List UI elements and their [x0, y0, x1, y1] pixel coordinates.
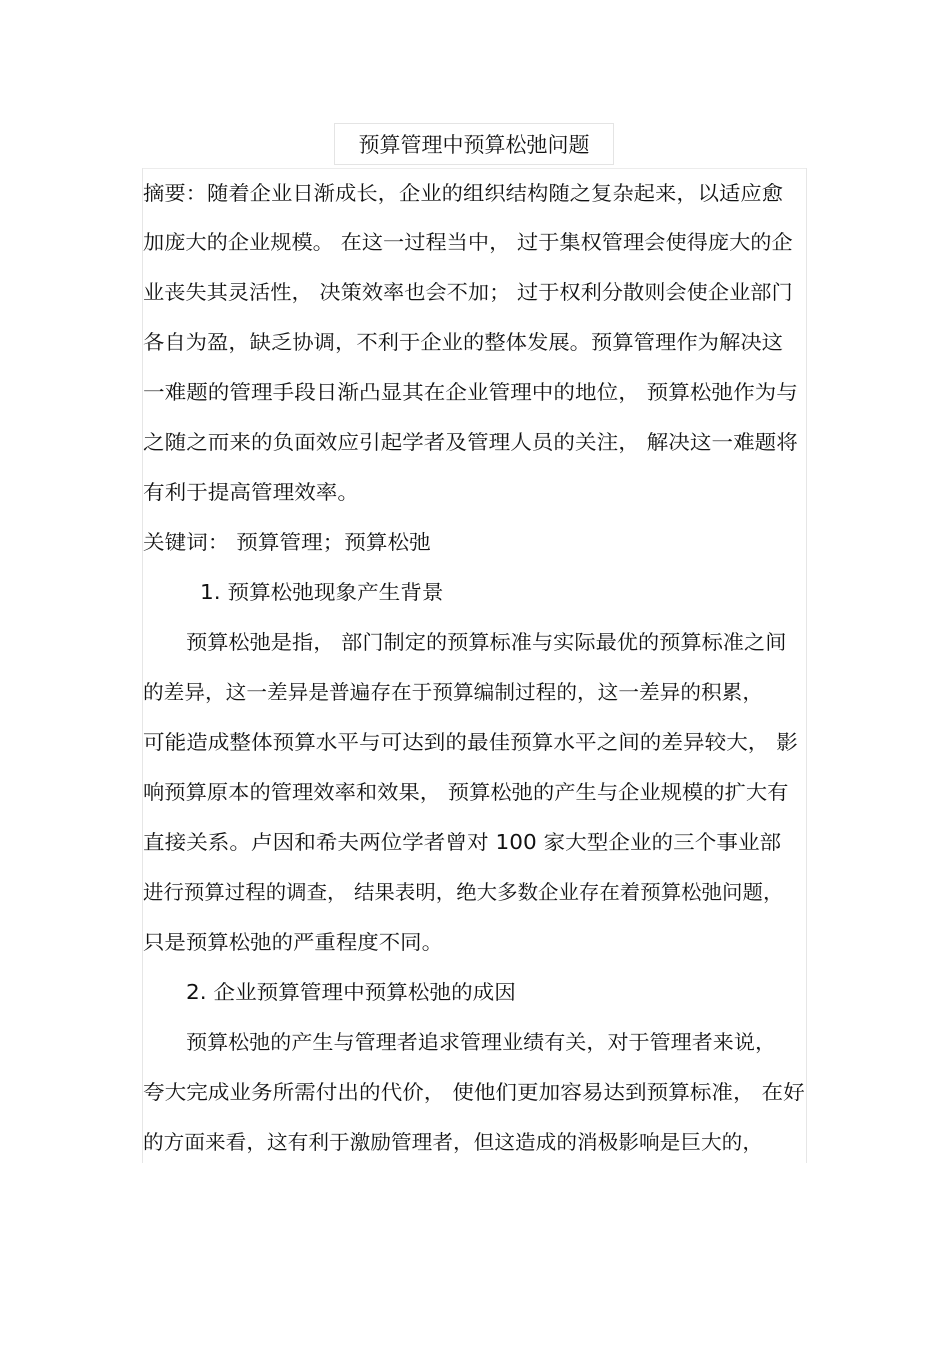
abstract-line-4: 各自为盈，缺乏协调，不利于企业的整体发展。预算管理作为解决这: [143, 330, 784, 354]
abstract-line-3: 业丧失其灵活性， 决策效率也会不加； 过于权利分散则会使企业部门: [143, 280, 793, 304]
abstract-line-7: 有利于提高管理效率。: [143, 480, 359, 504]
section-2-heading: 2. 企业预算管理中预算松弛的成因: [186, 980, 516, 1004]
section-1-line-6: 进行预算过程的调查， 结果表明，绝大多数企业存在着预算松弛问题，: [143, 880, 784, 904]
section-1-line-4: 响预算原本的管理效率和效果， 预算松弛的产生与企业规模的扩大有: [143, 780, 789, 804]
section-2-line-3: 的方面来看，这有利于激励管理者，但这造成的消极影响是巨大的，: [143, 1130, 763, 1154]
section-2-line-1: 预算松弛的产生与管理者追求管理业绩有关，对于管理者来说，: [186, 1030, 777, 1054]
text-frame-left: [142, 168, 143, 1163]
abstract-line-2: 加庞大的企业规模。 在这一过程当中， 过于集权管理会使得庞大的企: [143, 230, 793, 254]
section-1-heading: 1. 预算松弛现象产生背景: [200, 580, 444, 604]
section-1-line-2: 的差异，这一差异是普遍存在于预算编制过程的，这一差异的积累，: [143, 680, 763, 704]
section-1-line-3: 可能造成整体预算水平与可达到的最佳预算水平之间的差异较大， 影: [143, 730, 798, 754]
keywords-line: 关键词： 预算管理；预算松弛: [143, 530, 431, 554]
document-title: 预算管理中预算松弛问题: [358, 133, 590, 157]
section-1-line-7: 只是预算松弛的严重程度不同。: [143, 930, 443, 954]
text-frame-right: [806, 168, 807, 1163]
section-1-line-1: 预算松弛是指， 部门制定的预算标准与实际最优的预算标准之间: [186, 630, 787, 654]
text-frame-top: [142, 168, 807, 169]
abstract-line-6: 之随之而来的负面效应引起学者及管理人员的关注， 解决这一难题将: [143, 430, 798, 454]
abstract-line-5: 一难题的管理手段日渐凸显其在企业管理中的地位， 预算松弛作为与: [143, 380, 798, 404]
abstract-line-1: 摘要：随着企业日渐成长，企业的组织结构随之复杂起来，以适应愈: [143, 181, 784, 205]
section-2-line-2: 夸大完成业务所需付出的代价， 使他们更加容易达到预算标准， 在好: [143, 1080, 805, 1104]
section-1-line-5: 直接关系。卢因和希夫两位学者曾对 100 家大型企业的三个事业部: [143, 830, 782, 854]
